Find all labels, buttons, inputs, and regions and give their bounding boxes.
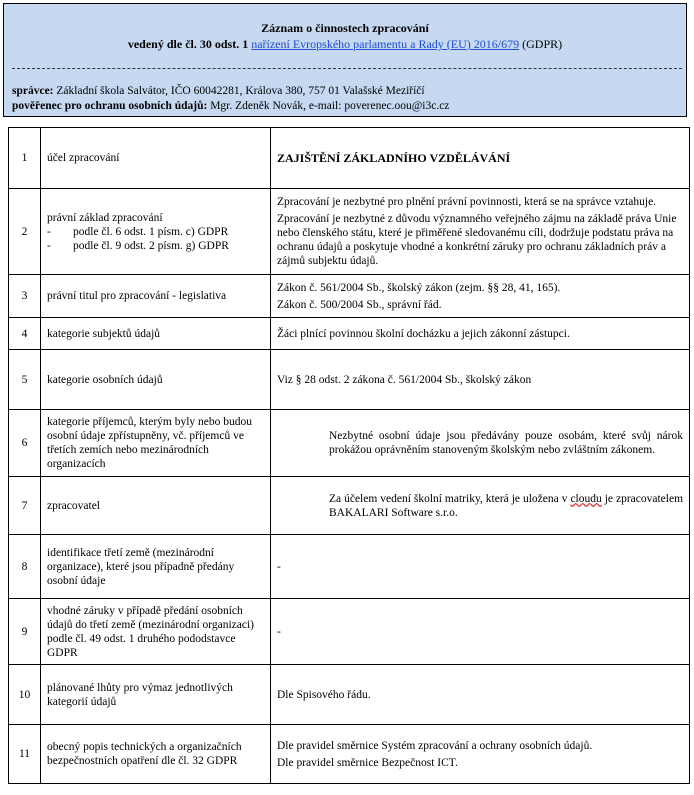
regulation-link[interactable]: nařízení Evropského parlamentu a Rady (EU) 2016/679 bbox=[251, 37, 520, 51]
table-row bbox=[9, 189, 690, 275]
row-number: 4 bbox=[9, 318, 41, 350]
record-header bbox=[3, 3, 687, 117]
dpo-label: pověřenec pro ochranu osobních údajů: bbox=[12, 100, 208, 112]
row-value-paragraph: Dle pravidel směrnice Systém zpracování a ochrany osobních údajů. bbox=[277, 739, 593, 752]
dpo-line bbox=[12, 100, 449, 112]
row-label-text: právní základ zpracování bbox=[47, 211, 163, 224]
dpo-value: Mgr. Zdeněk Novák, e-mail: poverenec.oou@i3c.cz bbox=[210, 100, 450, 112]
row-label: zpracovatel bbox=[41, 477, 271, 535]
row-value: ZAJIŠTĚNÍ ZÁKLADNÍHO VZDĚLÁVÁNÍ bbox=[271, 128, 690, 189]
row-number: 8 bbox=[9, 535, 41, 599]
row-value: - bbox=[271, 535, 690, 599]
table-row bbox=[9, 535, 690, 599]
row-number: 11 bbox=[9, 725, 41, 784]
row-label: kategorie subjektů údajů bbox=[41, 318, 271, 350]
table-row bbox=[9, 725, 690, 784]
row-value bbox=[271, 410, 690, 477]
row-value: - bbox=[271, 599, 690, 665]
row-number: 7 bbox=[9, 477, 41, 535]
row-value-paragraph: Zpracování je nezbytné pro plnění právní povinnosti, která se na správce vztahuje. bbox=[277, 196, 657, 208]
table-row bbox=[9, 350, 690, 410]
row-label: identifikace třetí země (mezinárodní organizace), které jsou případně předány osobní údaje bbox=[41, 535, 271, 599]
table-row bbox=[9, 275, 690, 318]
controller-label: správce: bbox=[12, 85, 54, 97]
table-row bbox=[9, 128, 690, 189]
row-number: 10 bbox=[9, 665, 41, 725]
table-row bbox=[9, 318, 690, 350]
table-row bbox=[9, 477, 690, 535]
row-value bbox=[271, 725, 690, 784]
row-value-text: Nezbytné osobní údaje jsou předávány pouze osobám, které svůj nárok prokážou oprávněním stanoveným školským nebo zvláštním zákonem. bbox=[329, 430, 683, 456]
legal-basis-item: - podle čl. 6 odst. 1 písm. c) GDPR bbox=[47, 225, 229, 238]
row-label: kategorie osobních údajů bbox=[41, 350, 271, 410]
header-divider bbox=[12, 68, 682, 69]
row-number: 6 bbox=[9, 410, 41, 477]
processor-text-a: Za účelem vedení školní matriky, která je uložena v bbox=[329, 492, 568, 505]
row-value-paragraph: Zpracování je nezbytné z důvodu významného veřejného zájmu na základě práva Unie nebo členského státu, které je přiměřené sledovanému cíli, dodržuje podstatu práva na ochranu údajů a poskytuje vhodné a konkrétní záruky pro ochranu základních práv a zájmů subjektu údajů. bbox=[277, 213, 677, 267]
row-label: kategorie příjemců, kterým byly nebo budou osobní údaje zpřístupněny, vč. příjemců ve třetích zemích nebo mezinárodních organizacích bbox=[41, 410, 271, 477]
table-row bbox=[9, 665, 690, 725]
legal-basis-item-text: podle čl. 9 odst. 2 písm. g) GDPR bbox=[73, 239, 229, 252]
row-value bbox=[271, 477, 690, 535]
row-value: Viz § 28 odst. 2 zákona č. 561/2004 Sb., školský zákon bbox=[271, 350, 690, 410]
row-label: plánované lhůty pro výmaz jednotlivých kategorií údajů bbox=[41, 665, 271, 725]
table-row bbox=[9, 599, 690, 665]
controller-value: Základní škola Salvátor, IČO 60042281, Králova 380, 757 01 Valašské Meziříčí bbox=[56, 85, 425, 97]
row-label: obecný popis technických a organizačních bezpečnostních opatření dle čl. 32 GDPR bbox=[41, 725, 271, 784]
controller-line bbox=[12, 85, 425, 97]
subtitle-suffix: (GDPR) bbox=[522, 37, 563, 51]
spellcheck-word[interactable]: cloudu bbox=[570, 492, 602, 505]
row-number: 1 bbox=[9, 128, 41, 189]
legal-basis-item-text: podle čl. 6 odst. 1 písm. c) GDPR bbox=[73, 225, 229, 238]
row-value-paragraph: Zákon č. 561/2004 Sb., školský zákon (zejm. §§ 28, 41, 165). bbox=[277, 281, 561, 294]
row-value bbox=[271, 189, 690, 275]
row-label: vhodné záruky v případě předání osobních údajů do třetí země (mezinárodní organizaci) podle čl. 49 odst. 1 druhého pododstavce GDPR bbox=[41, 599, 271, 665]
row-number: 5 bbox=[9, 350, 41, 410]
document-subtitle bbox=[4, 37, 686, 52]
row-number: 2 bbox=[9, 189, 41, 275]
document-title: Záznam o činnostech zpracování bbox=[261, 21, 429, 35]
row-number: 3 bbox=[9, 275, 41, 318]
row-value: Žáci plnící povinnou školní docházku a jejich zákonní zástupci. bbox=[271, 318, 690, 350]
row-value: Dle Spisového řádu. bbox=[271, 665, 690, 725]
row-value-text bbox=[277, 492, 683, 520]
row-number: 9 bbox=[9, 599, 41, 665]
row-label: právní titul pro zpracování - legislativa bbox=[41, 275, 271, 318]
row-label: účel zpracování bbox=[41, 128, 271, 189]
processor-text-b: je zpracovatelem BAKALARI Software s.r.o. bbox=[329, 492, 684, 519]
legal-basis-item: - podle čl. 9 odst. 2 písm. g) GDPR bbox=[47, 239, 229, 252]
subtitle-prefix: vedený dle čl. 30 odst. 1 bbox=[127, 37, 249, 51]
row-value-paragraph: Zákon č. 500/2004 Sb., správní řád. bbox=[277, 298, 442, 311]
row-value bbox=[271, 275, 690, 318]
row-label bbox=[41, 189, 271, 275]
row-value-paragraph: Dle pravidel směrnice Bezpečnost ICT. bbox=[277, 756, 458, 769]
table-row bbox=[9, 410, 690, 477]
records-table bbox=[8, 127, 690, 784]
